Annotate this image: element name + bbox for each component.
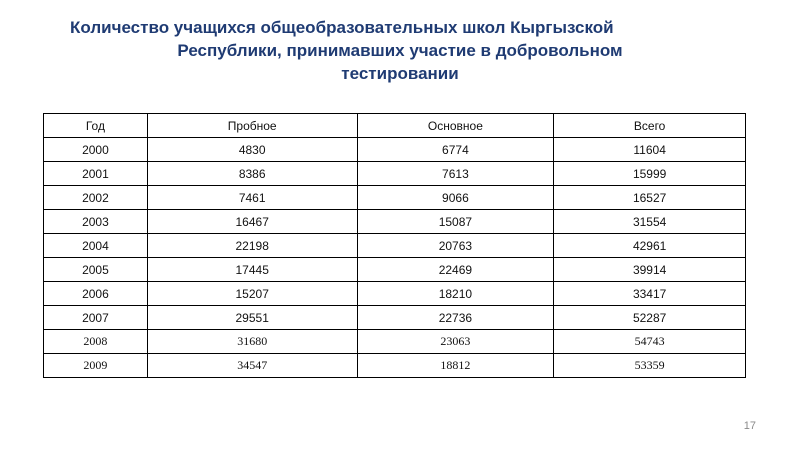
table-row — [44, 162, 746, 186]
cell-year: 2009 — [44, 354, 148, 378]
cell-year: 2005 — [44, 258, 148, 282]
cell-trial: 29551 — [147, 306, 357, 330]
title-line-3: тестировании — [341, 64, 459, 83]
cell-main: 18812 — [357, 354, 554, 378]
cell-total: 15999 — [554, 162, 746, 186]
cell-total: 52287 — [554, 306, 746, 330]
cell-trial: 7461 — [147, 186, 357, 210]
cell-trial: 17445 — [147, 258, 357, 282]
cell-year: 2004 — [44, 234, 148, 258]
cell-total: 11604 — [554, 138, 746, 162]
header-trial: Пробное — [147, 114, 357, 138]
table-row — [44, 210, 746, 234]
cell-year: 2000 — [44, 138, 148, 162]
cell-trial: 8386 — [147, 162, 357, 186]
slide-title — [70, 16, 730, 85]
cell-year: 2003 — [44, 210, 148, 234]
cell-main: 9066 — [357, 186, 554, 210]
cell-total: 33417 — [554, 282, 746, 306]
cell-trial: 4830 — [147, 138, 357, 162]
table-row — [44, 306, 746, 330]
cell-main: 23063 — [357, 330, 554, 354]
cell-main: 20763 — [357, 234, 554, 258]
cell-main: 15087 — [357, 210, 554, 234]
cell-year: 2006 — [44, 282, 148, 306]
cell-total: 39914 — [554, 258, 746, 282]
cell-trial: 31680 — [147, 330, 357, 354]
slide-number: 17 — [743, 420, 756, 432]
header-total: Всего — [554, 114, 746, 138]
cell-total: 53359 — [554, 354, 746, 378]
table-row — [44, 282, 746, 306]
results-table — [43, 113, 746, 378]
table-row — [44, 186, 746, 210]
cell-main: 7613 — [357, 162, 554, 186]
table-body — [44, 138, 746, 378]
cell-total: 42961 — [554, 234, 746, 258]
table-row — [44, 234, 746, 258]
header-year: Год — [44, 114, 148, 138]
cell-year: 2002 — [44, 186, 148, 210]
cell-total: 31554 — [554, 210, 746, 234]
title-line-2: Республики, принимавших участие в добровольном — [177, 41, 623, 60]
header-main: Основное — [357, 114, 554, 138]
table-header-row — [44, 114, 746, 138]
cell-total: 54743 — [554, 330, 746, 354]
cell-main: 18210 — [357, 282, 554, 306]
cell-trial: 15207 — [147, 282, 357, 306]
cell-main: 22469 — [357, 258, 554, 282]
cell-year: 2008 — [44, 330, 148, 354]
cell-main: 6774 — [357, 138, 554, 162]
table-row — [44, 354, 746, 378]
table-row — [44, 258, 746, 282]
cell-year: 2001 — [44, 162, 148, 186]
cell-trial: 16467 — [147, 210, 357, 234]
cell-total: 16527 — [554, 186, 746, 210]
cell-year: 2007 — [44, 306, 148, 330]
cell-trial: 22198 — [147, 234, 357, 258]
cell-trial: 34547 — [147, 354, 357, 378]
table-row — [44, 330, 746, 354]
cell-main: 22736 — [357, 306, 554, 330]
title-line-1: Количество учащихся общеобразовательных школ Кыргызской — [70, 18, 614, 37]
table-row — [44, 138, 746, 162]
